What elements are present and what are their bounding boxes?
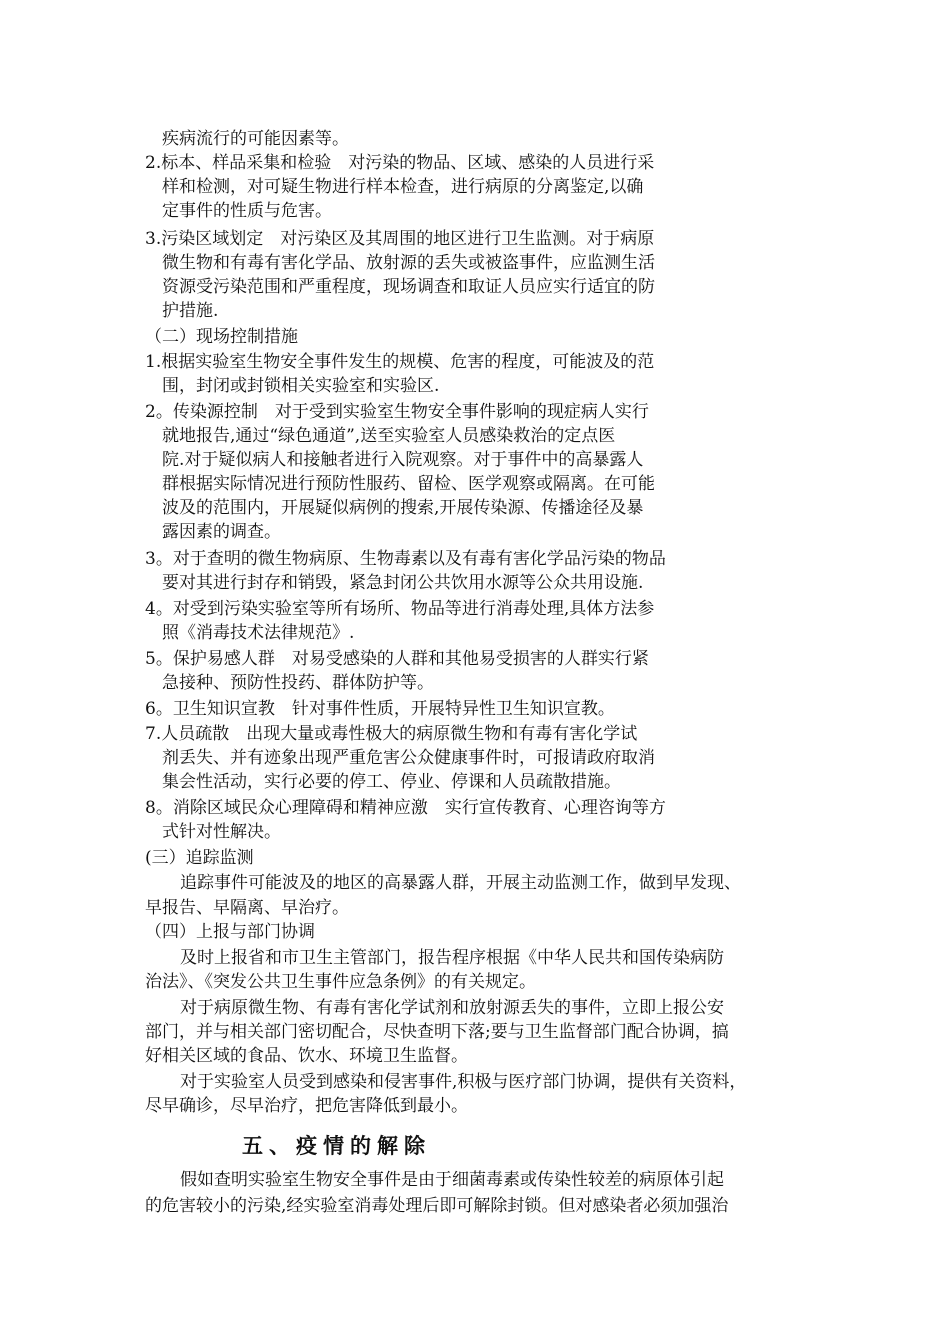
text-line: 照《消毒技术法律规范》. — [162, 623, 355, 643]
text-line: 2.标本、样品采集和检验 对污染的物品、区域、感染的人员进行采 — [145, 153, 655, 173]
text-line: 围，封闭或封锁相关实验室和实验区. — [162, 376, 440, 396]
text-line: 的危害较小的污染,经实验室消毒处理后即可解除封锁。但对感染者必须加强治 — [145, 1196, 729, 1216]
text-line: 式针对性解决。 — [162, 822, 281, 842]
text-line: 早报告、早隔离、早治疗。 — [145, 898, 349, 918]
text-line: 定事件的性质与危害。 — [162, 201, 332, 221]
text-line: 就地报告,通过“绿色通道”,送至实验室人员感染救治的定点医 — [162, 426, 616, 446]
text-line: 2。传染源控制 对于受到实验室生物安全事件影响的现症病人实行 — [145, 402, 649, 422]
text-line: 波及的范围内，开展疑似病例的搜索,开展传染源、传播途径及暴 — [162, 498, 644, 518]
text-line: 尽早确诊，尽早治疗，把危害降低到最小。 — [145, 1096, 468, 1116]
text-line: 群根据实际情况进行预防性服药、留检、医学观察或隔离。在可能 — [162, 474, 655, 494]
text-line: 微生物和有毒有害化学品、放射源的丢失或被盗事件，应监测生活 — [162, 253, 655, 273]
text-line: 对于实验室人员受到感染和侵害事件,积极与医疗部门协调，提供有关资料， — [180, 1072, 747, 1092]
text-line: 1.根据实验室生物安全事件发生的规模、危害的程度，可能波及的范 — [145, 352, 655, 372]
text-line: 治法》、《突发公共卫生事件应急条例》的有关规定。 — [145, 972, 536, 992]
text-line: 剂丢失、并有迹象出现严重危害公众健康事件时，可报请政府取消 — [162, 748, 655, 768]
text-line: 疾病流行的可能因素等。 — [162, 129, 349, 149]
text-line: 要对其进行封存和销毁，紧急封闭公共饮用水源等公众共用设施. — [162, 573, 644, 593]
text-line: 假如查明实验室生物安全事件是由于细菌毒素或传染性较差的病原体引起 — [180, 1170, 724, 1190]
text-line: 3.污染区域划定 对污染区及其周围的地区进行卫生监测。对于病原 — [145, 229, 655, 249]
text-line: 追踪事件可能波及的地区的高暴露人群，开展主动监测工作，做到早发现、 — [180, 873, 741, 893]
text-line: 7.人员疏散 出现大量或毒性极大的病原微生物和有毒有害化学试 — [145, 724, 638, 744]
text-line: 部门，并与相关部门密切配合，尽快查明下落;要与卫生监督部门配合协调，搞 — [145, 1022, 729, 1042]
text-line: 露因素的调查。 — [162, 522, 281, 542]
text-line: 4。对受到污染实验室等所有场所、物品等进行消毒处理,具体方法参 — [145, 599, 655, 619]
text-line: 样和检测，对可疑生物进行样本检查，进行病原的分离鉴定,以确 — [162, 177, 644, 197]
text-line: 对于病原微生物、有毒有害化学试剂和放射源丢失的事件，立即上报公安 — [180, 998, 724, 1018]
text-line: 6。卫生知识宣教 针对事件性质，开展特异性卫生知识宣教。 — [145, 699, 615, 719]
text-line: 护措施. — [162, 301, 219, 321]
section-subheading: (三）追踪监测 — [145, 848, 254, 868]
text-line: 资源受污染范围和严重程度，现场调查和取证人员应实行适宜的防 — [162, 277, 655, 297]
section-subheading: （四）上报与部门协调 — [145, 922, 315, 942]
text-line: 集会性活动，实行必要的停工、停业、停课和人员疏散措施。 — [162, 772, 621, 792]
section-heading: 五、疫情的解除 — [242, 1133, 431, 1158]
text-line: 好相关区域的食品、饮水、环境卫生监督。 — [145, 1046, 468, 1066]
text-line: 5。保护易感人群 对易受感染的人群和其他易受损害的人群实行紧 — [145, 649, 649, 669]
text-line: 3。对于查明的微生物病原、生物毒素以及有毒有害化学品污染的物品 — [145, 549, 666, 569]
text-line: 急接种、预防性投药、群体防护等。 — [162, 673, 434, 693]
section-subheading: （二）现场控制措施 — [145, 327, 298, 347]
text-line: 院.对于疑似病人和接触者进行入院观察。对于事件中的高暴露人 — [162, 450, 644, 470]
text-line: 及时上报省和市卫生主管部门，报告程序根据《中华人民共和国传染病防 — [180, 948, 724, 968]
text-line: 8。消除区域民众心理障碍和精神应激 实行宣传教育、心理咨询等方 — [145, 798, 666, 818]
